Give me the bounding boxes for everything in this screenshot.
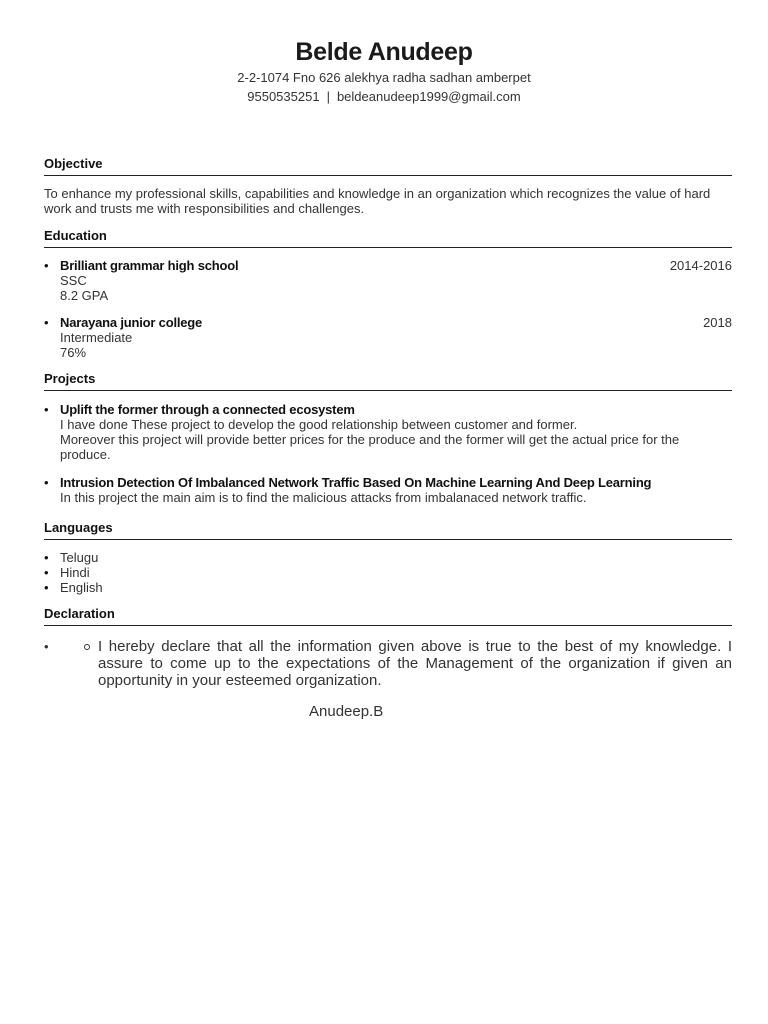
education-list [44, 258, 732, 360]
language-item: • Hindi [44, 565, 732, 580]
email-address: beldeanudeep1999@gmail.com [336, 89, 521, 104]
section-title-objective: Objective [44, 156, 732, 176]
school-name: • Brilliant grammar high school [60, 258, 239, 273]
address-line: 2-2-1074 Fno 626 alekhya radha sadhan amberpet [237, 70, 531, 85]
education-degree: Intermediate [60, 330, 133, 345]
languages-list [44, 550, 732, 595]
project-description: I have done These project to develop the good relationship between customer and former. [60, 417, 578, 432]
education-date: 2014-2016 [669, 258, 732, 273]
resume-header [0, 36, 768, 106]
education-degree: SSC [60, 273, 87, 288]
contact-line [0, 87, 768, 106]
circle-bullet-icon [84, 644, 90, 650]
section-title-education: Education [44, 228, 732, 248]
signature: Anudeep.B [309, 703, 384, 720]
section-title-languages: Languages [44, 520, 732, 540]
bullet-icon: • [44, 639, 49, 654]
section-title-projects: Projects [44, 371, 732, 391]
declaration-text: I hereby declare that all the information given above is true to the best of my knowledge. I assure to come up to the expectations of the Management of the organization if given an opportunity in your esteemed organization. [98, 638, 732, 689]
project-item [44, 402, 732, 462]
candidate-name: Belde Anudeep [295, 38, 473, 66]
education-score: 8.2 GPA [60, 288, 109, 303]
objective-text: To enhance my professional skills, capabilities and knowledge in an organization which recognizes the value of hard work and trusts me with responsibilities and challenges. [44, 186, 711, 216]
language-item: • English [44, 580, 732, 595]
education-date: 2018 [703, 315, 732, 330]
project-name: • Uplift the former through a connected ecosystem [60, 402, 355, 417]
education-item [44, 315, 732, 360]
project-description: Moreover this project will provide better prices for the produce and the former will get the actual price for the produce. [60, 432, 680, 462]
education-item [44, 258, 732, 303]
phone-number: 9550535251 [247, 89, 320, 104]
declaration-block [44, 638, 732, 689]
contact-separator: | [326, 89, 330, 104]
projects-list [44, 402, 732, 505]
education-score: 76% [60, 345, 87, 360]
language-item: • Telugu [44, 550, 732, 565]
project-item [44, 475, 732, 505]
project-description: In this project the main aim is to find the malicious attacks from imbalanaced network traffic. [60, 490, 587, 505]
section-title-declaration: Declaration [44, 606, 732, 626]
school-name: • Narayana junior college [60, 315, 203, 330]
project-name: • Intrusion Detection Of Imbalanced Network Traffic Based On Machine Learning And Deep Learning [60, 475, 652, 490]
